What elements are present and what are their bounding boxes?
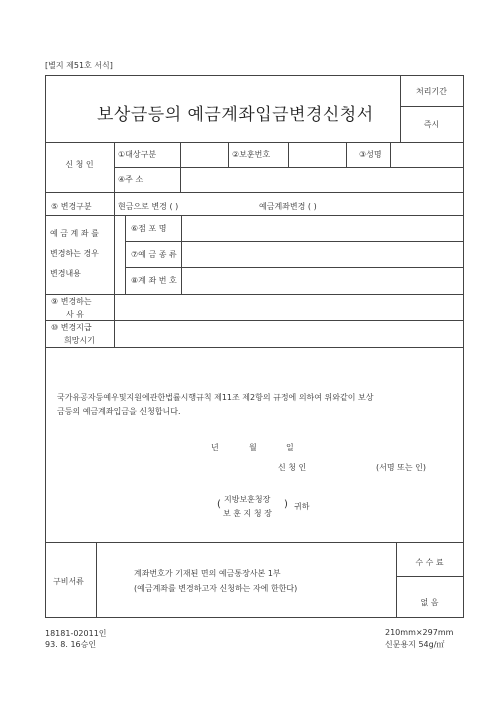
desired-time-label-1: ⑩ 변경지급 bbox=[51, 323, 92, 332]
date-month: 월 bbox=[249, 443, 257, 452]
declaration-text-line-2: 금등의 예금계좌입금을 신청합니다. bbox=[57, 407, 181, 416]
approval-date: 93. 8. 16승인 bbox=[45, 640, 97, 649]
form-number-label: [별지 제51호 서식] bbox=[45, 61, 113, 70]
bank-branch-label: ⑥점 포 명 bbox=[131, 224, 167, 233]
fee-value: 없 음 bbox=[420, 598, 439, 607]
account-change-label-1: 예 금 계 좌 를 bbox=[50, 229, 99, 238]
paper-type: 신문용지 54g/㎡ bbox=[385, 640, 445, 649]
account-change-label-3: 변경내용 bbox=[50, 269, 81, 278]
paper-size: 210mm×297mm bbox=[385, 628, 454, 637]
processing-period-header: 처리기간 bbox=[416, 87, 447, 96]
recipient-line-1: 지방보훈청장 bbox=[224, 495, 271, 504]
date-year: 년 bbox=[211, 443, 219, 452]
name-label: ③성명 bbox=[359, 150, 382, 159]
recipient-open-paren: ( bbox=[217, 499, 221, 510]
change-to-cash-option: 현금으로 변경 ( ) bbox=[118, 202, 179, 211]
recipient-suffix: 귀하 bbox=[294, 502, 310, 511]
reason-label-2: 사 유 bbox=[66, 310, 84, 319]
target-category-label: ①대상구분 bbox=[118, 150, 157, 159]
change-account-option: 예금계좌변경 ( ) bbox=[259, 202, 317, 211]
fee-header: 수 수 료 bbox=[415, 558, 444, 567]
applicant-label: 신 청 인 bbox=[65, 160, 94, 169]
desired-time-label-2: 희망시기 bbox=[64, 336, 95, 345]
processing-period-value: 즉시 bbox=[423, 120, 440, 129]
change-type-label: ⑤ 변경구분 bbox=[51, 202, 92, 211]
date-day: 일 bbox=[286, 443, 294, 452]
account-change-label-2: 변경하는 경우 bbox=[50, 249, 99, 258]
account-number-label: ⑧계 좌 번 호 bbox=[131, 276, 177, 285]
veteran-number-label: ②보훈번호 bbox=[232, 150, 271, 159]
required-documents-line-2: (예금계좌를 변경하고자 신청하는 자에 한한다) bbox=[134, 584, 298, 593]
recipient-close-paren: ) bbox=[284, 499, 288, 510]
deposit-type-label: ⑦예 금 종 류 bbox=[131, 250, 177, 259]
address-label: ④주 소 bbox=[118, 175, 144, 184]
form-code: 18181-02011인 bbox=[45, 629, 107, 638]
required-documents-label: 구비서류 bbox=[53, 577, 84, 586]
required-documents-line-1: 계좌번호가 기재된 면의 예금통장사본 1부 bbox=[134, 569, 281, 578]
form-title: 보상금등의 예금계좌입금변경신청서 bbox=[97, 105, 374, 125]
recipient-line-2: 보 훈 지 청 장 bbox=[223, 509, 272, 518]
signer-label: 신 청 인 bbox=[278, 463, 307, 472]
signature-note: (서명 또는 인) bbox=[376, 463, 426, 472]
reason-label-1: ⑨ 변경하는 bbox=[51, 297, 92, 306]
declaration-text-line-1: 국가유공자등예우및지원에관한법률시행규칙 제11조 제2항의 규정에 의하여 위와같이 보상 bbox=[57, 393, 374, 402]
